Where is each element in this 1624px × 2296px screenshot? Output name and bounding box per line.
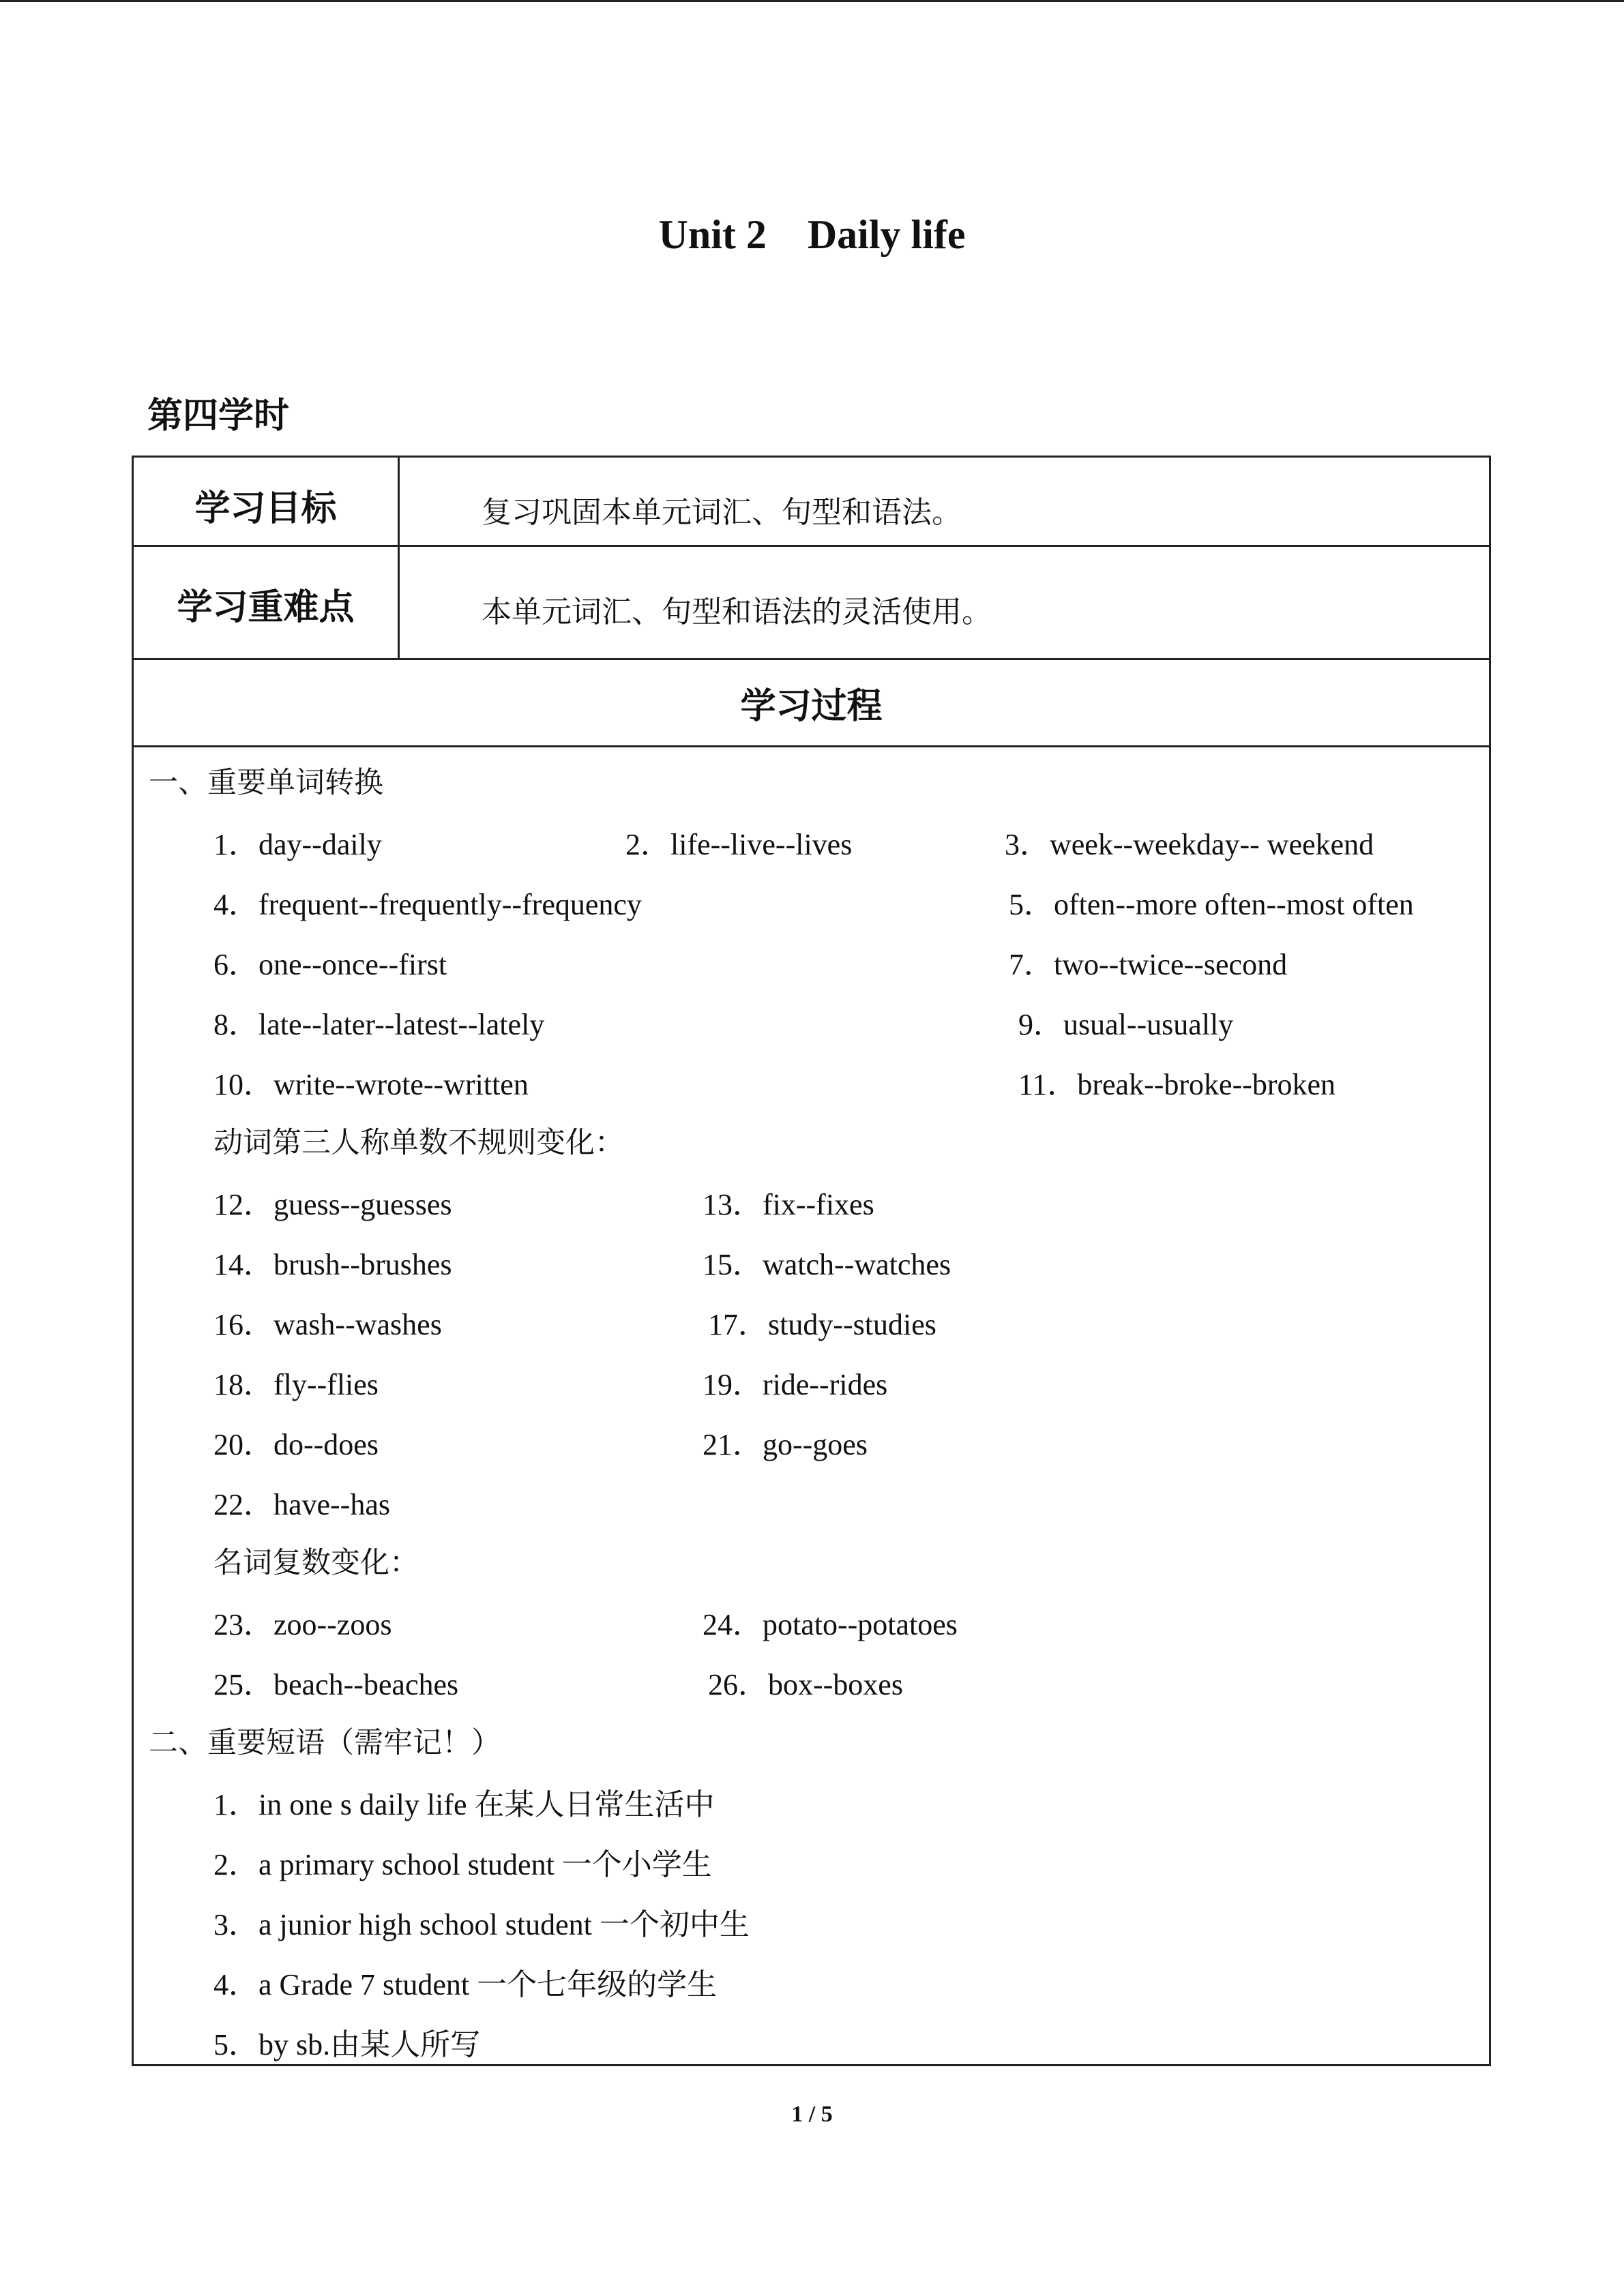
verb-item: 15．watch--watches	[703, 1248, 951, 1281]
verb-item: 21．go--goes	[703, 1428, 868, 1461]
verb-subheading: 动词第三人称单数不规则变化：	[213, 1126, 624, 1160]
word-item: 1．day--daily	[213, 828, 382, 861]
noun-item: 25．beach--beaches	[213, 1668, 459, 1701]
key-points-label: 学习重难点	[177, 587, 355, 628]
section2-heading: 二、重要短语（需牢记！）	[149, 1726, 501, 1760]
phrase-item: 5．by sb.由某人所写	[213, 2028, 481, 2061]
word-item: 7．two--twice--second	[1009, 948, 1288, 981]
phrase-item: 2．a primary school student 一个小学生	[213, 1848, 712, 1881]
verb-item: 22．have--has	[213, 1488, 391, 1521]
verb-item: 14．brush--brushes	[213, 1248, 452, 1281]
goal-label: 学习目标	[194, 488, 337, 529]
page-number: 1 / 5	[791, 2102, 833, 2127]
verb-item: 13．fix--fixes	[703, 1188, 874, 1221]
word-item: 3．week--weekday-- weekend	[1005, 828, 1374, 861]
noun-item: 26．box--boxes	[708, 1668, 903, 1701]
word-item: 2．life--live--lives	[625, 828, 853, 861]
column-divider	[398, 458, 400, 659]
phrase-item: 4．a Grade 7 student 一个七年级的学生	[213, 1968, 718, 2001]
row-divider	[134, 545, 1489, 547]
word-item: 5．often--more often--most often	[1009, 888, 1414, 921]
key-points-value: 本单元词汇、句型和语法的灵活使用。	[482, 595, 992, 629]
lesson-heading: 第四学时	[147, 396, 290, 436]
row-divider	[134, 658, 1489, 660]
word-item: 6．one--once--first	[213, 948, 447, 981]
goal-value: 复习巩固本单元词汇、句型和语法。	[482, 495, 962, 530]
section1-heading: 一、重要单词转换	[149, 766, 383, 800]
phrase-item: 3．a junior high school student 一个初中生	[213, 1908, 750, 1941]
verb-item: 17．study--studies	[708, 1308, 936, 1341]
noun-item: 23．zoo--zoos	[213, 1608, 392, 1641]
verb-item: 20．do--does	[213, 1428, 379, 1461]
row-divider	[134, 745, 1489, 747]
phrase-item: 1．in one s daily life 在某人日常生活中	[213, 1788, 715, 1821]
top-border-line	[0, 0, 1624, 2]
noun-item: 24．potato--potatoes	[703, 1608, 958, 1641]
verb-item: 19．ride--rides	[703, 1368, 888, 1401]
verb-item: 12．guess--guesses	[213, 1188, 452, 1221]
process-heading: 学习过程	[740, 686, 883, 727]
word-item: 9．usual--usually	[1018, 1008, 1234, 1041]
verb-item: 18．fly--flies	[213, 1368, 379, 1401]
page-title: Unit 2 Daily life	[658, 212, 966, 257]
word-item: 10．write--wrote--written	[213, 1068, 529, 1101]
word-item: 11．break--broke--broken	[1018, 1068, 1336, 1101]
lesson-table	[132, 456, 1491, 2066]
verb-item: 16．wash--washes	[213, 1308, 442, 1341]
word-item: 8．late--later--latest--lately	[213, 1008, 545, 1041]
noun-subheading: 名词复数变化：	[213, 1546, 419, 1580]
word-item: 4．frequent--frequently--frequency	[213, 888, 642, 921]
